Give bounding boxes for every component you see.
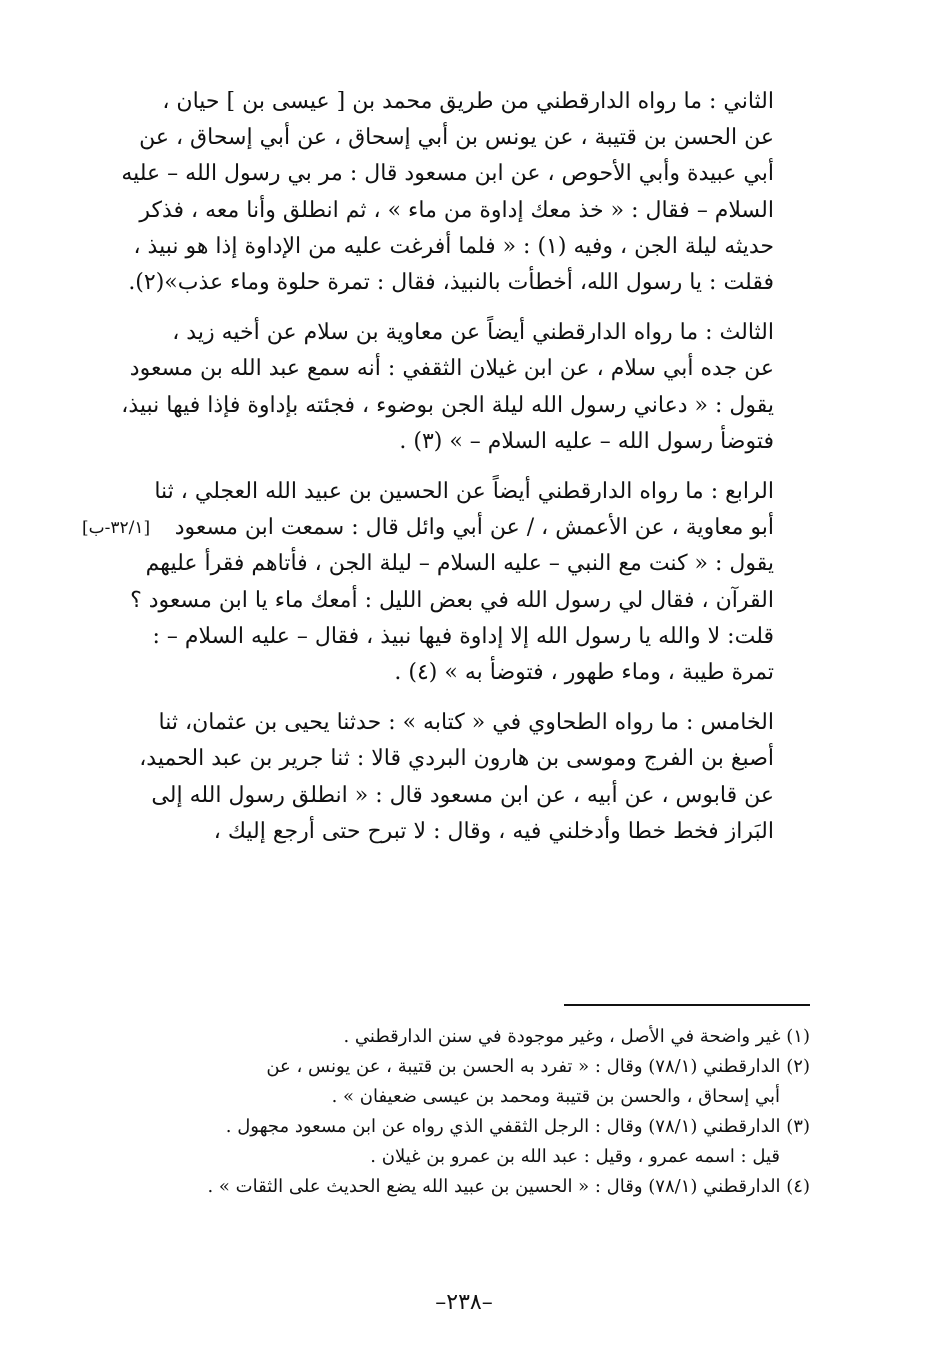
footnote-2-continuation: أبي إسحاق ، والحسن بن قتيبة ومحمد بن عيسى ضعيفان » .	[331, 1086, 780, 1107]
margin-folio-note: [٣٢/١-ب]	[82, 518, 151, 539]
footnote-3-continuation: قيل : اسمه عمرو ، وقيل : عبد الله بن عمرو بن غيلان .	[370, 1146, 780, 1167]
text-line: عن الحسن بن قتيبة ، عن يونس بن أبي إسحاق ، عن أبي إسحاق ، عن	[139, 125, 774, 151]
text-line: الثاني : ما رواه الدارقطني من طريق محمد بن [ عيسى بن ] حيان ،	[162, 89, 774, 114]
paragraph-second-narration	[118, 84, 810, 301]
text-line: عن قابوس ، عن أبيه ، عن ابن مسعود قال : « انطلق رسول الله إلى	[151, 782, 774, 808]
text-line: البَراز فخط خطا وأدخلني فيه ، وقال : لا تبرح حتى أرجع إليك ،	[213, 818, 774, 844]
text-line: السلام – فقال : « خذ معك إداوة من ماء » ، ثم انطلق وأنا معه ، فذكر	[139, 197, 774, 223]
text-line: القرآن ، فقال لي رسول الله في بعض الليل : أمعك ماء يا ابن مسعود ؟	[130, 587, 774, 613]
text-line: يقول : « دعاني رسول الله ليلة الجن بوضوء ، فجئته بإداوة فإذا فيها نبيذ،	[121, 392, 774, 418]
text-line: أصبغ بن الفرج وموسى بن هارون البردي قالا : ثنا جرير بن عبد الحميد،	[139, 746, 774, 772]
text-line: أبي عبيدة وأبي الأحوص ، عن ابن مسعود قال : مر بي رسول الله – عليه	[121, 161, 774, 187]
paragraph-third-narration	[118, 315, 810, 460]
footnote-3: (٣) الدارقطني (٧٨/١) وقال : الرجل الثقفي الذي رواه عن ابن مسعود مجهول .	[225, 1116, 810, 1137]
text-line: فتوضأ رسول الله – عليه السلام – » (٣) .	[399, 428, 774, 454]
text-line: يقول : « كنت مع النبي – عليه السلام – ليلة الجن ، فأتاهم فقرأ عليهم	[145, 551, 774, 577]
text-line: الخامس : ما رواه الطحاوي في « كتابه » : حدثنا يحيى بن عثمان، ثنا	[158, 710, 774, 736]
page-number: –٢٣٨–	[435, 1290, 493, 1315]
footnote-separator	[564, 1004, 810, 1006]
text-line: قلت: لا والله يا رسول الله إلا إداوة فيها نبيذ ، فقال – عليه السلام – :	[152, 623, 774, 649]
text-line: فقلت : يا رسول الله، أخطأت بالنبيذ، فقال : تمرة حلوة وماء عذب»(٢).	[128, 270, 774, 296]
text-line: تمرة طيبة ، وماء طهور ، فتوضأ به » (٤) .	[394, 660, 774, 686]
document-page	[82, 84, 810, 1344]
main-text	[82, 84, 810, 850]
footnote-4: (٤) الدارقطني (٧٨/١) وقال : « الحسين بن عبيد الله يضع الحديث على الثقات » .	[207, 1176, 810, 1197]
text-line: الثالث : ما رواه الدارقطني أيضاً عن معاوية بن سلام عن أخيه زيد ،	[172, 320, 774, 346]
text-line: الرابع : ما رواه الدارقطني أيضاً عن الحسين بن عبيد الله العجلي ، ثنا	[154, 479, 774, 505]
text-line: أبو معاوية ، عن الأعمش ، / عن أبي وائل قال : سمعت ابن مسعود	[174, 515, 774, 541]
footnote-1: (١) غير واضحة في الأصل ، وغير موجودة في سنن الدارقطني .	[343, 1026, 810, 1047]
paragraph-fourth-narration	[82, 474, 810, 691]
text-line: حديثه ليلة الجن ، وفيه (١) : « فلما أفرغت عليه من الإداوة إذا هو نبيذ ،	[133, 233, 774, 259]
footnote-2: (٢) الدارقطني (٧٨/١) وقال : « تفرد به الحسن بن قتيبة ، عن يونس ، عن	[266, 1056, 810, 1077]
paragraph-fifth-narration	[118, 705, 810, 850]
text-line: عن جده أبي سلام ، عن ابن غيلان الثقفي : أنه سمع عبد الله بن مسعود	[129, 356, 774, 382]
footnotes	[118, 1022, 810, 1202]
